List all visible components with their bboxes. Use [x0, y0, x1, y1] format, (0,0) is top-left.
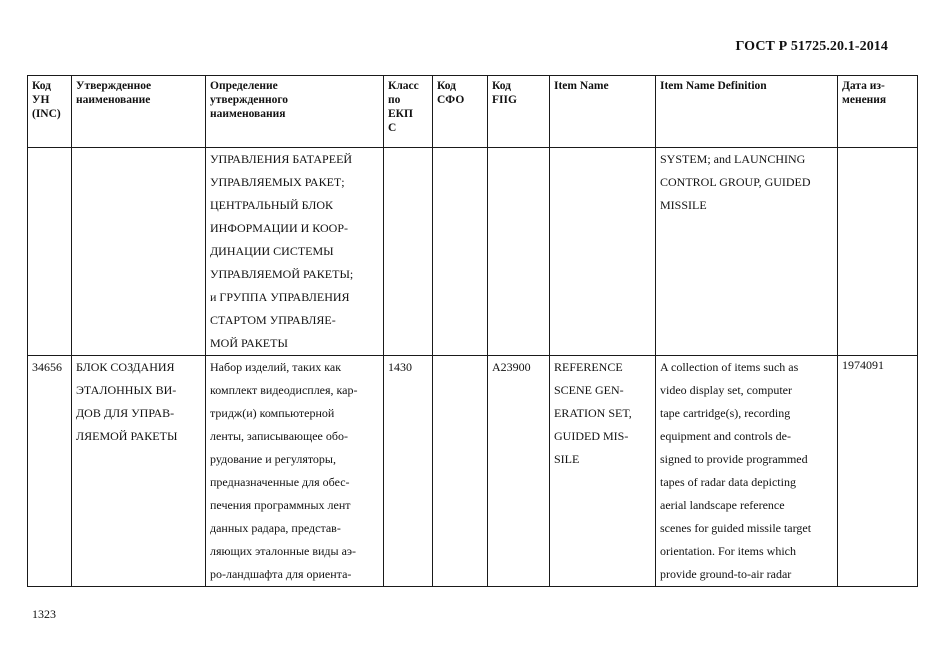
cell-item-name: REFERENCE SCENE GEN- ERATION SET, GUIDED MIS- SILE [550, 356, 656, 587]
cell-class-ekps [384, 148, 433, 356]
cell-item-name [550, 148, 656, 356]
table-header-row [28, 76, 918, 148]
header-item-name-definition: Item Name Definition [656, 76, 838, 148]
cell-code-sfo [433, 148, 488, 356]
cell-code-sfo [433, 356, 488, 587]
header-change-date: Дата из- менения [838, 76, 918, 148]
table-row [28, 148, 918, 356]
table-row [28, 356, 918, 587]
header-approved-name: Утвержденное наименование [72, 76, 206, 148]
cell-approved-name [72, 148, 206, 356]
cell-code-fiig: A23900 [488, 356, 550, 587]
cell-approved-definition: Набор изделий, таких как комплект видеодисплея, кар- тридж(и) компьютерной ленты, записывающее обо- рудование и регуляторы, предназначенные для обес- печения программных лент данных радара, представ- ляющих эталонные виды аэ- ро-ландшафта для ориента- [206, 356, 384, 587]
header-item-name: Item Name [550, 76, 656, 148]
header-inc: Код УН (INC) [28, 76, 72, 148]
page-number: 1323 [32, 607, 56, 621]
cell-approved-name: БЛОК СОЗДАНИЯ ЭТАЛОННЫХ ВИ- ДОВ ДЛЯ УПРАВ- ЛЯЕМОЙ РАКЕТЫ [72, 356, 206, 587]
cell-item-name-definition: A collection of items such as video display set, computer tape cartridge(s), recording equipment and controls de- signed to provide programmed tapes of radar data depicting aerial landscape reference scenes for guided missile target orientation. For items which provide ground-to-air radar [656, 356, 838, 587]
cell-inc: 34656 [28, 356, 72, 587]
header-code-fiig: Код FIIG [488, 76, 550, 148]
cell-inc [28, 148, 72, 356]
header-class-ekps: Класс по ЕКП С [384, 76, 433, 148]
cell-change-date: 1974091 [838, 356, 918, 587]
cell-item-name-definition: SYSTEM; and LAUNCHING CONTROL GROUP, GUIDED MISSILE [656, 148, 838, 356]
document-standard-header: ГОСТ Р 51725.20.1-2014 [735, 39, 888, 54]
cell-code-fiig [488, 148, 550, 356]
cell-change-date [838, 148, 918, 356]
cell-approved-definition: УПРАВЛЕНИЯ БАТАРЕЕЙ УПРАВЛЯЕМЫХ РАКЕТ; ЦЕНТРАЛЬНЫЙ БЛОК ИНФОРМАЦИИ И КООР- ДИНАЦИИ СИСТЕМЫ УПРАВЛЯЕМОЙ РАКЕТЫ; и ГРУППА УПРАВЛЕНИЯ СТАРТОМ УПРАВЛЯЕ- МОЙ РАКЕТЫ [206, 148, 384, 356]
header-approved-definition: Определение утвержденного наименования [206, 76, 384, 148]
header-code-sfo: Код СФО [433, 76, 488, 148]
catalog-table [27, 75, 918, 587]
cell-class-ekps: 1430 [384, 356, 433, 587]
